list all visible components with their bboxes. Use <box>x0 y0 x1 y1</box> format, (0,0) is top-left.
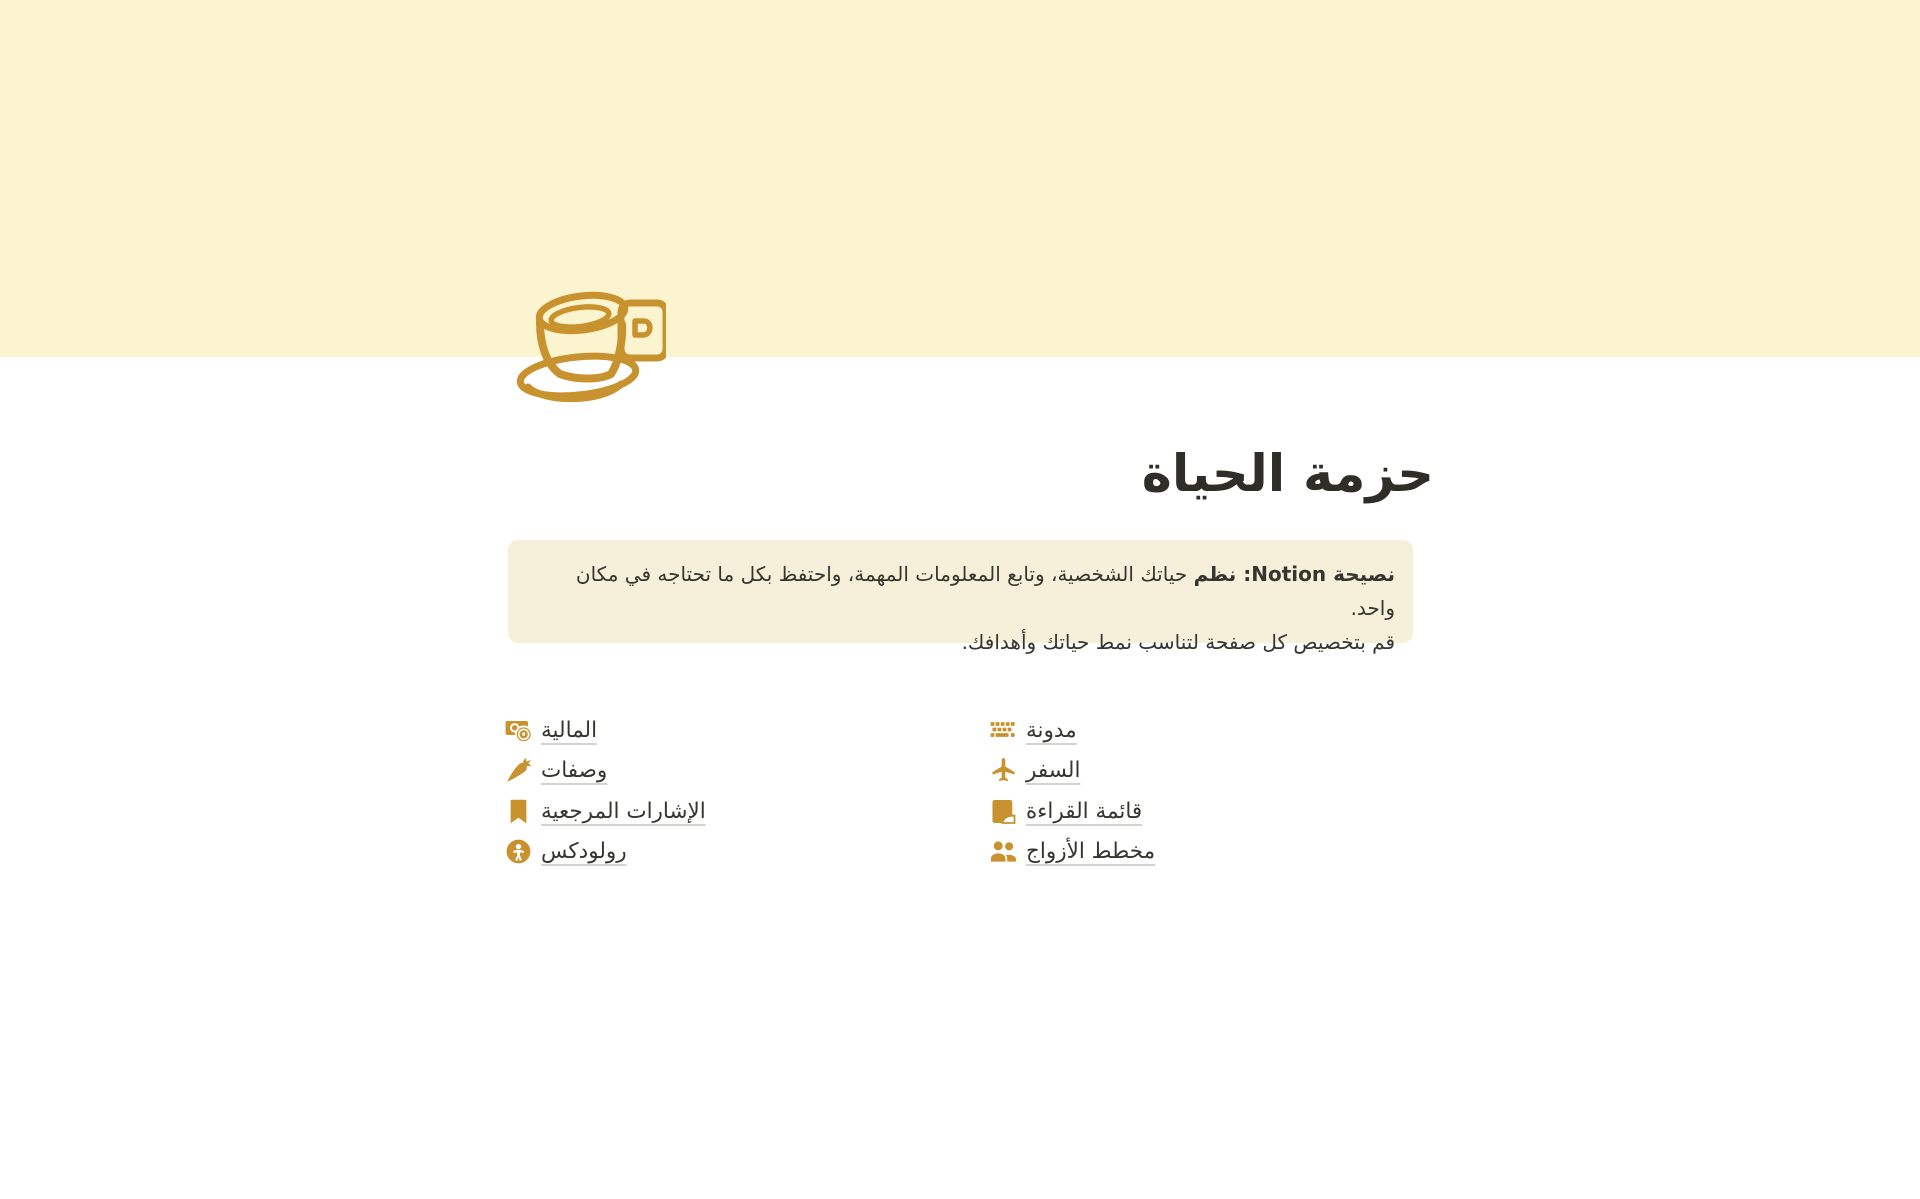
notion-tip-callout <box>508 540 1413 654</box>
callout-line-1-rest: حياتك الشخصية، وتابع المعلومات المهمة، واحتفظ بكل ما تحتاجه في مكان واحد. <box>575 562 1395 620</box>
links-column-right <box>990 710 1440 872</box>
page-title: حزمة الحياة <box>1141 445 1434 504</box>
link-label: وصفات <box>541 758 608 784</box>
link-label: المالية <box>541 717 598 743</box>
link-recipes[interactable] <box>505 751 955 792</box>
link-couples-planner[interactable] <box>990 832 1440 873</box>
link-label: قائمة القراءة <box>1026 798 1143 824</box>
link-reading-list[interactable] <box>990 791 1440 832</box>
money-icon <box>505 717 532 744</box>
book-icon <box>990 798 1017 825</box>
link-travel[interactable] <box>990 751 1440 792</box>
link-label: رولودكس <box>541 839 627 865</box>
person-circle-icon <box>505 838 532 865</box>
link-blog[interactable] <box>990 710 1440 751</box>
link-label: السفر <box>1026 758 1081 784</box>
keyboard-icon <box>990 717 1017 744</box>
carrot-icon <box>505 757 532 784</box>
link-label: الإشارات المرجعية <box>541 798 706 824</box>
airplane-icon <box>990 757 1017 784</box>
callout-line-1 <box>526 557 1395 625</box>
people-icon <box>990 838 1017 865</box>
page-cover <box>0 0 1920 357</box>
link-label: مخطط الأزواج <box>1026 839 1156 865</box>
link-bookmarks[interactable] <box>505 791 955 832</box>
link-rolodex[interactable] <box>505 832 955 873</box>
bookmark-icon <box>505 798 532 825</box>
links-column-left <box>505 710 955 872</box>
page-links <box>505 710 1413 876</box>
callout-bold-lead: نصيحة Notion: نظم <box>1193 562 1395 586</box>
link-finance[interactable] <box>505 710 955 751</box>
link-label: مدونة <box>1026 717 1077 743</box>
callout-line-2: قم بتخصيص كل صفحة لتناسب نمط حياتك وأهدافك. <box>961 630 1395 654</box>
coffee-cup-icon[interactable] <box>514 276 666 406</box>
